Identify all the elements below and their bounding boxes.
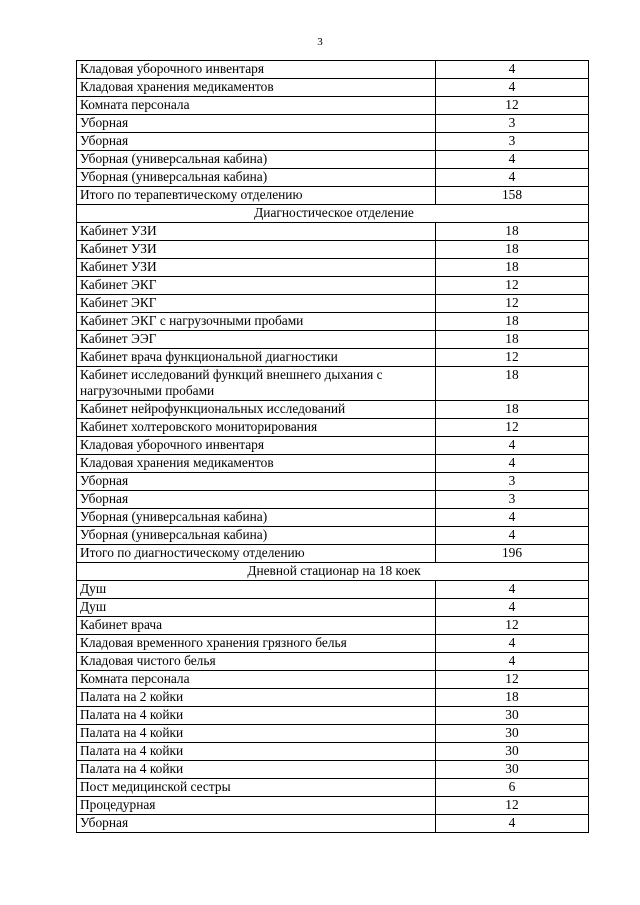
room-name: Уборная (универсальная кабина) [77, 169, 436, 187]
table-row [77, 779, 589, 797]
page-number: 3 [317, 36, 323, 48]
room-area: 18 [436, 689, 589, 707]
room-name: Кладовая чистого белья [77, 653, 436, 671]
room-area: 4 [436, 169, 589, 187]
table-row [77, 509, 589, 527]
room-name: Кабинет УЗИ [77, 223, 436, 241]
room-name: Кабинет врача [77, 617, 436, 635]
room-name: Кладовая хранения медикаментов [77, 455, 436, 473]
room-area: 18 [436, 223, 589, 241]
room-area: 30 [436, 707, 589, 725]
room-name: Палата на 4 койки [77, 707, 436, 725]
room-area: 12 [436, 97, 589, 115]
section-header-row [77, 205, 589, 223]
room-name: Пост медицинской сестры [77, 779, 436, 797]
room-area: 4 [436, 509, 589, 527]
room-name: Итого по терапевтическому отделению [77, 187, 436, 205]
room-name: Процедурная [77, 797, 436, 815]
table-row [77, 689, 589, 707]
room-name: Палата на 4 койки [77, 761, 436, 779]
table-row [77, 97, 589, 115]
room-area: 4 [436, 151, 589, 169]
room-area: 4 [436, 815, 589, 833]
room-name: Уборная (универсальная кабина) [77, 151, 436, 169]
table-row [77, 259, 589, 277]
table-row [77, 169, 589, 187]
room-area: 3 [436, 115, 589, 133]
room-name: Кабинет ЭКГ [77, 295, 436, 313]
room-name: Кабинет ЭКГ [77, 277, 436, 295]
table-row [77, 241, 589, 259]
room-area: 18 [436, 331, 589, 349]
room-area: 4 [436, 527, 589, 545]
room-name: Комната персонала [77, 671, 436, 689]
room-name: Уборная [77, 115, 436, 133]
section-title: Дневной стационар на 18 коек [77, 563, 589, 581]
table-row [77, 599, 589, 617]
room-name: Палата на 4 койки [77, 725, 436, 743]
table-row [77, 527, 589, 545]
table-row [77, 797, 589, 815]
room-area: 4 [436, 61, 589, 79]
table-row [77, 367, 589, 401]
room-area: 18 [436, 259, 589, 277]
table-row [77, 401, 589, 419]
room-area: 12 [436, 797, 589, 815]
room-name: Итого по диагностическому отделению [77, 545, 436, 563]
table-row [77, 581, 589, 599]
table-row [77, 761, 589, 779]
room-name: Уборная [77, 815, 436, 833]
room-area: 4 [436, 599, 589, 617]
room-name: Кабинет врача функциональной диагностики [77, 349, 436, 367]
room-area: 30 [436, 725, 589, 743]
room-area: 18 [436, 313, 589, 331]
room-area: 18 [436, 401, 589, 419]
room-area: 30 [436, 743, 589, 761]
table-row [77, 223, 589, 241]
room-name: Палата на 4 койки [77, 743, 436, 761]
table-row [77, 187, 589, 205]
room-name: Уборная [77, 473, 436, 491]
room-area: 4 [436, 455, 589, 473]
room-area: 18 [436, 367, 589, 401]
table-row [77, 133, 589, 151]
table-row [77, 61, 589, 79]
table-row [77, 349, 589, 367]
section-header-row [77, 563, 589, 581]
table-row [77, 313, 589, 331]
room-area: 12 [436, 617, 589, 635]
table-row [77, 815, 589, 833]
room-name: Уборная [77, 133, 436, 151]
table-row [77, 725, 589, 743]
table-row [77, 115, 589, 133]
table-row [77, 455, 589, 473]
room-name: Кабинет УЗИ [77, 259, 436, 277]
room-area: 3 [436, 133, 589, 151]
room-name: Кабинет УЗИ [77, 241, 436, 259]
table-row [77, 295, 589, 313]
table-row [77, 419, 589, 437]
table-row [77, 331, 589, 349]
room-area: 4 [436, 581, 589, 599]
room-name: Кладовая уборочного инвентаря [77, 61, 436, 79]
room-area: 158 [436, 187, 589, 205]
table-row [77, 707, 589, 725]
room-area: 12 [436, 671, 589, 689]
table-row [77, 653, 589, 671]
table-row [77, 491, 589, 509]
room-area: 3 [436, 473, 589, 491]
room-area: 12 [436, 295, 589, 313]
room-area: 12 [436, 277, 589, 295]
room-area: 18 [436, 241, 589, 259]
room-name: Уборная (универсальная кабина) [77, 527, 436, 545]
room-name: Кабинет ЭЭГ [77, 331, 436, 349]
section-title: Диагностическое отделение [77, 205, 589, 223]
room-name: Комната персонала [77, 97, 436, 115]
room-area: 6 [436, 779, 589, 797]
table-row [77, 277, 589, 295]
table-row [77, 437, 589, 455]
room-area: 196 [436, 545, 589, 563]
rooms-table [76, 60, 589, 833]
rooms-table-body [77, 61, 589, 833]
room-area: 3 [436, 491, 589, 509]
room-area: 30 [436, 761, 589, 779]
table-row [77, 473, 589, 491]
room-area: 4 [436, 79, 589, 97]
room-area: 12 [436, 419, 589, 437]
room-name: Кабинет ЭКГ с нагрузочными пробами [77, 313, 436, 331]
table-row [77, 151, 589, 169]
table-row [77, 545, 589, 563]
room-name: Палата на 2 койки [77, 689, 436, 707]
table-row [77, 671, 589, 689]
room-name: Кабинет нейрофункциональных исследований [77, 401, 436, 419]
room-name: Душ [77, 599, 436, 617]
room-area: 4 [436, 653, 589, 671]
room-name: Кабинет холтеровского мониторирования [77, 419, 436, 437]
room-name: Кладовая временного хранения грязного белья [77, 635, 436, 653]
room-area: 12 [436, 349, 589, 367]
room-name: Кладовая уборочного инвентаря [77, 437, 436, 455]
room-name: Кабинет исследований функций внешнего дыхания с нагрузочными пробами [77, 367, 436, 401]
table-row [77, 635, 589, 653]
room-name: Уборная [77, 491, 436, 509]
room-name: Душ [77, 581, 436, 599]
room-name: Кладовая хранения медикаментов [77, 79, 436, 97]
table-row [77, 79, 589, 97]
room-area: 4 [436, 635, 589, 653]
table-row [77, 743, 589, 761]
room-area: 4 [436, 437, 589, 455]
table-row [77, 617, 589, 635]
room-name: Уборная (универсальная кабина) [77, 509, 436, 527]
